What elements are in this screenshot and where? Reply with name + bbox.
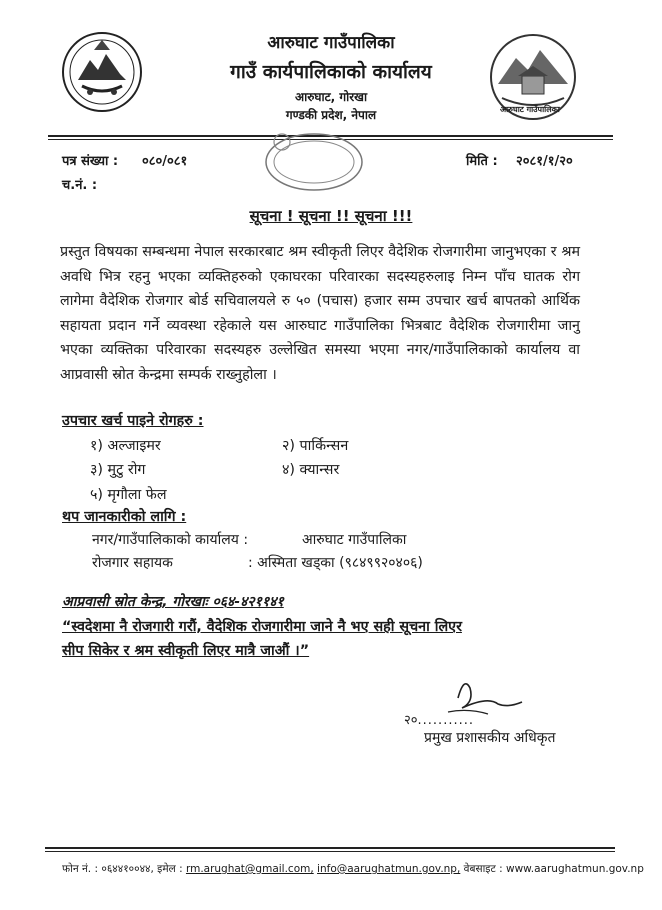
office-label: नगर/गाउँपालिकाको कार्यालय : [92,532,249,548]
migrant-center-contact: आप्रवासी स्रोत केन्द्र, गोरखाः ०६४-४२११४१ [62,594,284,610]
office-stamp [262,128,372,194]
disease-item: २) पार्किन्सन [282,438,349,454]
ref-number-label: पत्र संख्या : [62,154,119,169]
footer-rule [45,847,615,849]
office-value: आरुघाट गाउँपालिका [302,532,407,548]
date-label: मिति : [466,154,498,169]
signature-date-value: २० [404,713,418,728]
office-name: गाउँ कार्यपालिकाको कार्यालय [230,61,432,83]
footer-contact [62,862,644,876]
officer-title: प्रमुख प्रशासकीय अधिकृत [424,730,556,746]
ref-number-value: ०८०/०८१ [142,154,188,169]
disease-item: ४) क्यान्सर [282,462,340,478]
footer-email-primary[interactable]: rm.arughat@gmail.com, [185,863,314,875]
municipality-logo-caption: आरुघाट गाउँपालिका [500,105,560,114]
diseases-title: उपचार खर्च पाइने रोगहरु : [62,413,204,429]
disease-item: १) अल्जाइमर [90,438,161,454]
disease-item: ५) मृगौला फेल [90,487,167,503]
assistant-value: : अस्मिता खड्का (९८४९९२०४०६) [248,555,423,571]
slogan-line-1: “स्वदेशमा नै रोजगारी गरौं, वैदेशिक रोजगारीमा जाने नै भए सही सूचना लिएर [62,619,462,635]
disease-item: ३) मुटु रोग [90,462,146,478]
footer-phone: फोन नं. : ०६४४१००४४, इमेल : [62,863,183,875]
notice-paragraph: प्रस्तुत विषयका सम्बन्धमा नेपाल सरकारबाट श्रम स्वीकृती लिएर वैदेशिक रोजगारीमा जानुभएका र श्रम अवधि भित्र रहनु भएका व्यक्तिहरुको एकाघरका परिवारका सदस्यहरुलाइ निम्न पाँच घातक रोग लागेमा वैदेशिक रोजगार बोर्ड सचिवालयले रु ५० (पचास) हजार सम्म उपचार खर्च बापतको आर्थिक सहायता प्रदान गर्ने व्यवस्था रहेकाले यस आरुघाट गाउँपालिका भित्रबाट वैदेशिक रोजगारीमा जानु भएका व्यक्तिका परिवारका सदस्यहरु उल्लेखित समस्या भएमा नगर/गाउँपालिकाको कार्यालय वा आप्रवासी स्रोत केन्द्रमा सम्पर्क राख्नुहोला । [60,244,580,383]
slogan-line-2: सीप सिकेर र श्रम स्वीकृती लिएर मात्रै जाऔं ।” [62,643,310,659]
office-address: आरुघाट, गोरखा [294,90,368,104]
footer-email-info[interactable]: info@aarughatmun.gov.np, [317,863,461,875]
signature-date: २०........... [404,713,474,728]
contact-title: थप जानकारीको लागि : [62,509,187,525]
office-province: गण्डकी प्रदेश, नेपाल [285,108,377,122]
dispatch-number-label: च.नं. : [62,178,98,193]
footer-website[interactable]: www.aarughatmun.gov.np [505,863,644,875]
notice-heading: सूचना ! सूचना !! सूचना !!! [249,207,413,225]
date-value: २०८१/१/२० [516,154,573,169]
municipality-name: आरुघाट गाउँपालिका [267,33,395,53]
footer-rule-thin [45,851,615,852]
assistant-label: रोजगार सहायक [92,555,173,571]
footer-website-label: वेबसाइट : [463,863,503,875]
stamp-seal-icon [262,128,372,194]
